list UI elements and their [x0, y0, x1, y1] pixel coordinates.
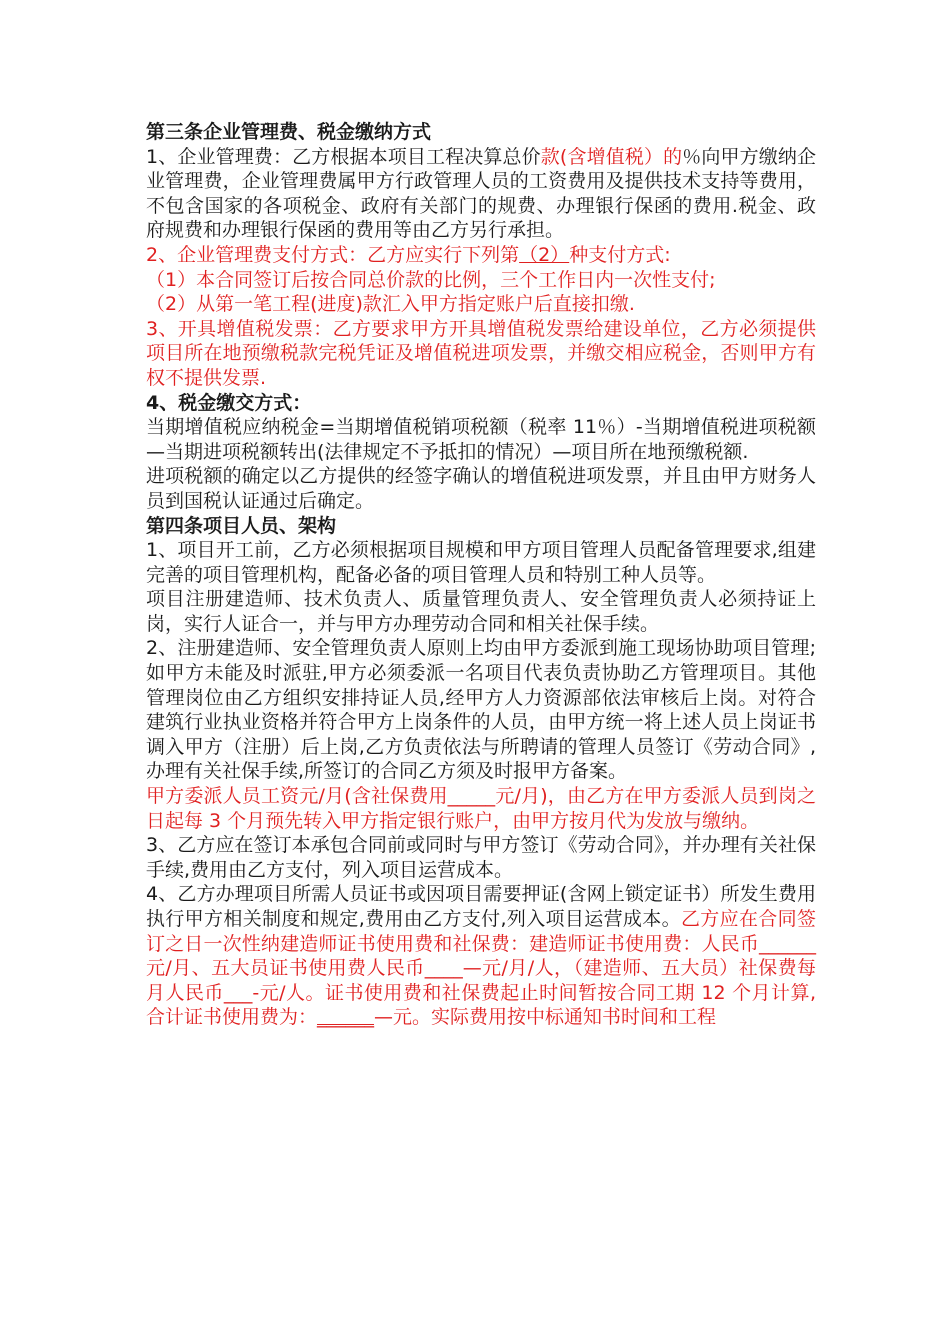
- tax-formula: 当期增值税应纳税金=当期增值税销项税额（税率 11％）-当期增值税进项税额—当期进项税额转出(法律规定不予抵扣的情况）—项目所在地预缴税额.: [146, 416, 816, 463]
- article-3-clause-2: 2、企业管理费支付方式：乙方应实行下列第（2）种支付方式:: [146, 243, 671, 266]
- article-3-clause-3: 3、开具增值税发票：乙方要求甲方开具增值税发票给建设单位，乙方必须提供项目所在地预缴税款完税凭证及增值税进项发票，并缴交相应税金，否则甲方有权不提供发票.: [146, 317, 816, 389]
- article-4-clause-2-salary: 甲方委派人员工资元/月(含社保费用_____元/月)，由乙方在甲方委派人员到岗之日起每 3 个月预先转入甲方指定银行账户，由甲方按月代为发放与缴纳。: [146, 785, 816, 832]
- article-3-title: 第三条企业管理费、税金缴纳方式: [146, 121, 432, 143]
- article-4-title: 第四条项目人员、架构: [146, 514, 337, 537]
- payment-option-2: （2）从第一笔工程(进度)款汇入甲方指定账户后直接扣缴.: [146, 293, 635, 316]
- article-3-clause-4-title: 4、税金缴交方式：: [146, 391, 312, 414]
- article-4-clause-4: 4、乙方办理项目所需人员证书或因项目需要押证(含网上锁定证书）所发生费用执行甲方相关制度和规定,费用由乙方支付,列入项目运营成本。乙方应在合同签订之日一次性纳建造师证书使用费和社保费：建造师证书使用费：人民币______ 元/月、五大员证书使用费人民币____—元/月/人，（建造师、五大员）社保费每月人民币___-元/人。证书使用费和社保费起止时间暂按合同工期 12 个月计算,合计证书使用费为：______—元。实际费用按中标通知书时间和工程: [146, 883, 816, 1029]
- article-4-clause-3: 3、乙方应在签订本承包合同前或同时与甲方签订《劳动合同》，并办理有关社保手续,费用由乙方支付，列入项目运营成本。: [146, 834, 816, 881]
- article-4-clause-1: 1、项目开工前，乙方必须根据项目规模和甲方项目管理人员配备管理要求,组建完善的项目管理机构，配备必备的项目管理人员和特别工种人员等。: [146, 539, 816, 586]
- article-4-clause-1b: 项目注册建造师、技术负责人、质量管理负责人、安全管理负责人必须持证上岗，实行人证合一，并与甲方办理劳动合同和相关社保手续。: [146, 588, 816, 635]
- article-3-clause-1: 1、企业管理费：乙方根据本项目工程决算总价款(含增值税）的％向甲方缴纳企业管理费，企业管理费属甲方行政管理人员的工资费用及提供技术支持等费用，不包含国家的各项税金、政府有关部门的规费、办理银行保函的费用.税金、政府规费和办理银行保函的费用等由乙方另行承担。: [146, 145, 816, 242]
- contract-text: [146, 120, 816, 1030]
- total-fee-blank: ______: [317, 1006, 375, 1029]
- payment-option-choice: （2）: [519, 243, 570, 266]
- input-tax-rule: 进项税额的确定以乙方提供的经签字确认的增值税进项发票，并且由甲方财务人员到国税认证通过后确定。: [146, 465, 816, 512]
- clause-1-red-text: 款(含增值税）的: [540, 145, 683, 168]
- article-4-clause-2: 2、注册建造师、安全管理负责人原则上均由甲方委派到施工现场协助项目管理;如甲方未能及时派驻,甲方必须委派一名项目代表负责协助乙方管理项目。其他管理岗位由乙方组织安排持证人员,经甲方人力资源部依法审核后上岗。对符合建筑行业执业资格并符合甲方上岗条件的人员，由甲方统一将上述人员上岗证书调入甲方（注册）后上岗,乙方负责依法与所聘请的管理人员签订《劳动合同》,办理有关社保手续,所签订的合同乙方须及时报甲方备案。: [146, 637, 816, 783]
- payment-option-1: （1）本合同签订后按合同总价款的比例，三个工作日内一次性支付;: [146, 268, 716, 291]
